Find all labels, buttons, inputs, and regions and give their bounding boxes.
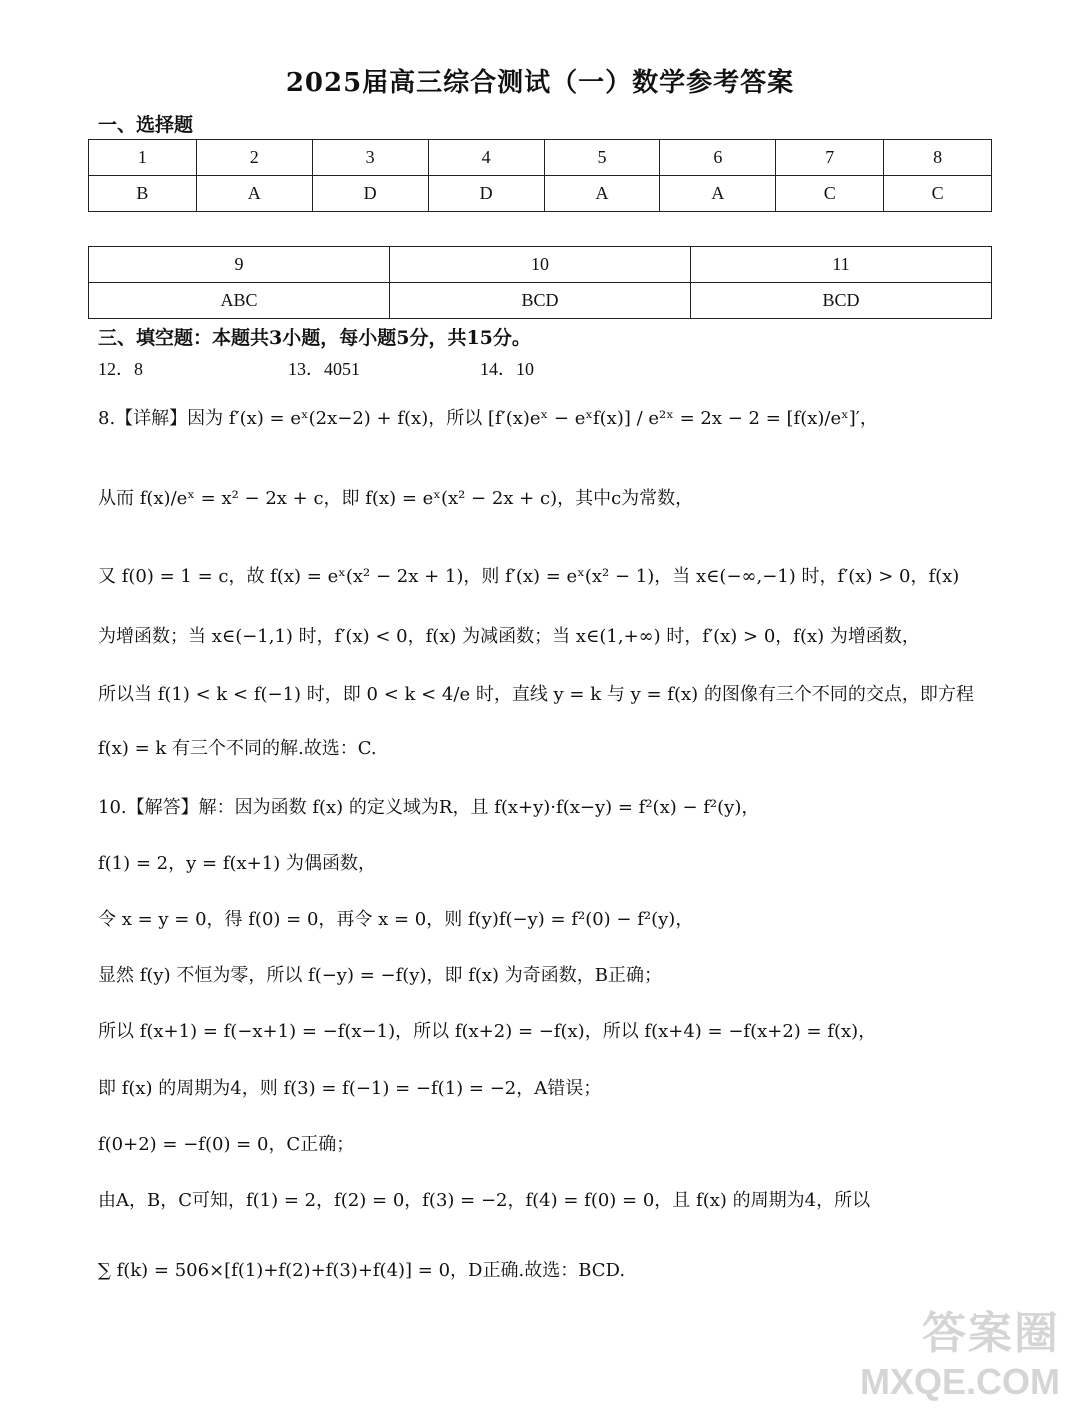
table-cell: BCD [691, 283, 992, 319]
table-cell: 3 [312, 140, 428, 176]
table-cell: 4 [428, 140, 544, 176]
watermark-logo-text: 答案圈 [922, 1308, 1060, 1359]
fill-answer-13: 13．4051 [288, 359, 360, 379]
table-cell: B [89, 176, 197, 212]
watermark-url: MXQE.COM [859, 1361, 1060, 1402]
solution-8-line-2: 从而 f(x)/eˣ = x² − 2x + c，即 f(x) = eˣ(x² − 2x + c)，其中c为常数， [98, 488, 694, 509]
solution-10-line-5: 所以 f(x+1) = f(−x+1) = −f(x−1)，所以 f(x+2) = −f(x)，所以 f(x+4) = −f(x+2) = f(x)， [98, 1021, 877, 1042]
solution-8-text: 8.【详解】因为 f′(x) = eˣ(2x−2) + f(x)，所以 [f′(x)eˣ − eˣf(x)] / e²ˣ = 2x − 2 = [f(x)/eˣ]′， [98, 408, 878, 429]
solution-8-line-1 [98, 408, 878, 430]
table-cell: 5 [544, 140, 660, 176]
answer-table-2 [88, 246, 992, 319]
table-cell: 2 [196, 140, 312, 176]
solution-10-line-6: 即 f(x) 的周期为4，则 f(3) = f(−1) = −f(1) = −2，A错误； [98, 1078, 602, 1099]
section-heading-fill: 三、填空题：本题共3小题，每小题5分，共15分。 [98, 327, 531, 349]
table-cell: D [428, 176, 544, 212]
solution-10-line-2: f(1) = 2，y = f(x+1) 为偶函数， [98, 853, 376, 874]
table-row-numbers [89, 140, 992, 176]
table-cell: A [660, 176, 776, 212]
table-cell: 9 [89, 247, 390, 283]
solution-8-line-3: 又 f(0) = 1 = c，故 f(x) = eˣ(x² − 2x + 1)，则 f′(x) = eˣ(x² − 1)，当 x∈(−∞,−1) 时，f′(x) > 0，f(x) [98, 566, 960, 587]
solution-10-line-4: 显然 f(y) 不恒为零，所以 f(−y) = −f(y)，即 f(x) 为奇函数，B正确； [98, 965, 663, 986]
page-title: 2025届高三综合测试（一）数学参考答案 [285, 68, 795, 98]
table-cell: 7 [776, 140, 884, 176]
table-cell: 11 [691, 247, 992, 283]
table-row-answers [89, 283, 992, 319]
table-cell: 1 [89, 140, 197, 176]
solution-10-line-1: 10.【解答】解：因为函数 f(x) 的定义域为R，且 f(x+y)·f(x−y) = f²(x) − f²(y)， [98, 797, 760, 818]
solution-10-line-7: f(0+2) = −f(0) = 0，C正确； [98, 1134, 355, 1155]
table-cell: 10 [390, 247, 691, 283]
answer-table-1 [88, 139, 992, 212]
fill-answer-12: 12．8 [98, 359, 143, 379]
solution-8-line-5: 所以当 f(1) < k < f(−1) 时，即 0 < k < 4/e 时，直线 y = k 与 y = f(x) 的图像有三个不同的交点，即方程 [98, 684, 974, 705]
table-row-answers [89, 176, 992, 212]
solution-10-line-8: 由A，B，C可知，f(1) = 2，f(2) = 0，f(3) = −2，f(4) = f(0) = 0，且 f(x) 的周期为4，所以 [98, 1190, 871, 1211]
solution-10-line-9: ∑ f(k) = 506×[f(1)+f(2)+f(3)+f(4)] = 0，D正确.故选：BCD. [98, 1260, 626, 1281]
fill-answer-14: 14．10 [480, 359, 534, 379]
solution-10-line-3: 令 x = y = 0，得 f(0) = 0，再令 x = 0，则 f(y)f(−y) = f²(0) − f²(y)， [98, 909, 694, 930]
table-cell: BCD [390, 283, 691, 319]
table-cell: A [544, 176, 660, 212]
table-cell: C [776, 176, 884, 212]
section-heading-choice: 一、选择题 [98, 114, 194, 136]
table-cell: A [196, 176, 312, 212]
table-cell: C [884, 176, 992, 212]
table-cell: ABC [89, 283, 390, 319]
table-cell: 6 [660, 140, 776, 176]
table-cell: 8 [884, 140, 992, 176]
table-cell: D [312, 176, 428, 212]
solution-8-line-6: f(x) = k 有三个不同的解.故选：C. [98, 738, 377, 759]
watermark [860, 1297, 1060, 1403]
table-row-numbers [89, 247, 992, 283]
solution-8-line-4: 为增函数；当 x∈(−1,1) 时，f′(x) < 0，f(x) 为减函数；当 x∈(1,+∞) 时，f′(x) > 0，f(x) 为增函数， [98, 626, 920, 647]
